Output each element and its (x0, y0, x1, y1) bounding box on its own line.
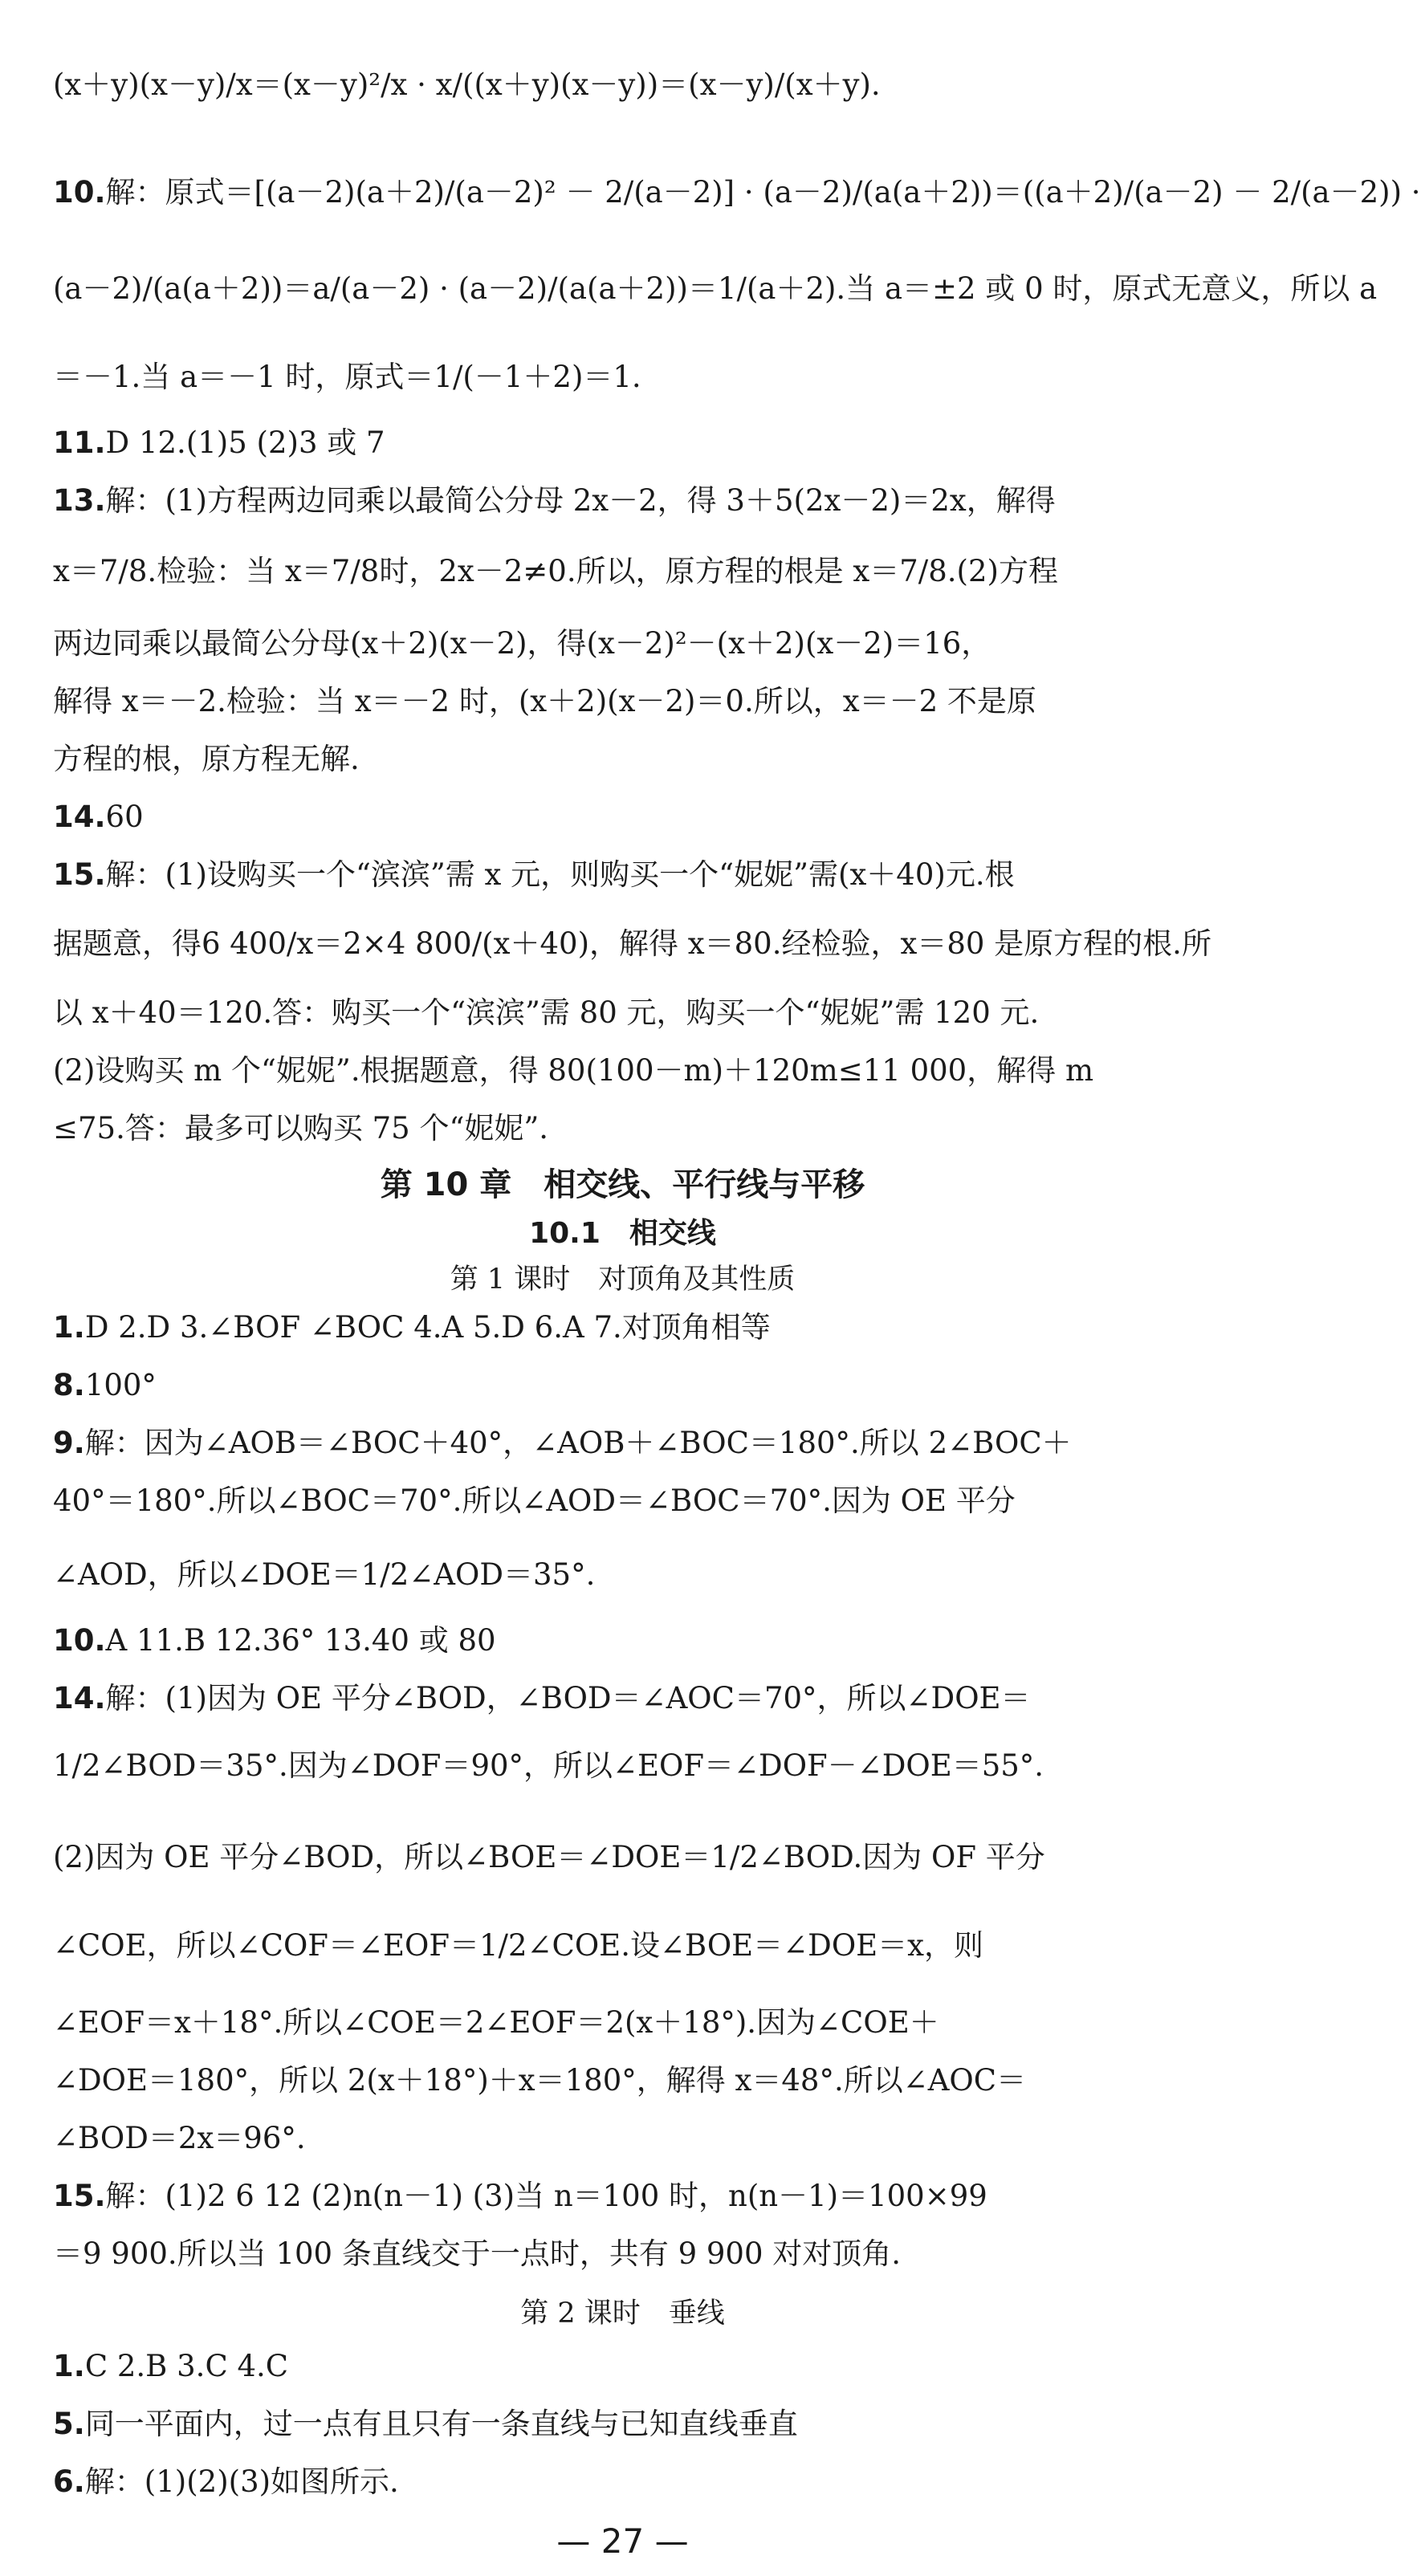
question-number: 15. (53, 2179, 106, 2213)
answer-line (53, 1109, 1113, 1148)
question-number: 5. (53, 2407, 85, 2441)
answer-text: 同一平面内，过一点有且只有一条直线与已知直线垂直 (84, 2407, 798, 2441)
chapter-heading: 第 10 章 相交线、平行线与平移 (380, 1166, 865, 1203)
answer-text: ∠AOD，所以∠DOE＝1/2∠AOD＝35°. (53, 1557, 596, 1592)
answer-line (53, 66, 1113, 104)
question-number: 13. (53, 483, 106, 518)
answer-line (53, 994, 1113, 1032)
answer-line (53, 2004, 1113, 2042)
question-number: 14. (53, 1681, 106, 1715)
answer-text: A 11.B 12.36° 13.40 或 80 (105, 1623, 496, 1658)
answer-text: 1/2∠BOD＝35°.因为∠DOF＝90°，所以∠EOF＝∠DOF－∠DOE＝55°. (53, 1748, 1044, 1783)
answer-line (53, 740, 1113, 779)
answer-line (53, 1482, 1113, 1520)
answer-text: 解：(1)2 6 12 (2)n(n－1) (3)当 n＝100 时，n(n－1)＝100×99 (105, 2179, 987, 2213)
lesson-heading-2: 第 2 课时 垂线 (520, 2297, 725, 2330)
answer-line (53, 2235, 1113, 2273)
answer-text: ∠EOF＝x＋18°.所以∠COE＝2∠EOF＝2(x＋18°).因为∠COE＋ (53, 2005, 939, 2040)
answer-line (53, 682, 1113, 721)
answer-text: (a－2)/(a(a＋2))＝a/(a－2) · (a－2)/(a(a＋2))＝1/(a＋2).当 a＝±2 或 0 时，原式无意义，所以 a (53, 271, 1378, 306)
answer-text: 以 x＋40＝120.答：购买一个“滨滨”需 80 元，购买一个“妮妮”需 120 元. (53, 995, 1040, 1030)
answer-text: 解得 x＝－2.检验：当 x＝－2 时，(x＋2)(x－2)＝0.所以，x＝－2 不是原 (53, 684, 1036, 718)
answer-line (53, 925, 1211, 963)
answer-line (53, 2347, 1113, 2386)
answer-line (53, 1622, 1113, 1660)
answer-line (53, 1366, 1113, 1405)
answer-text: ＝－1.当 a＝－1 时，原式＝1/(－1＋2)＝1. (53, 360, 641, 394)
answer-text: 100° (84, 1368, 157, 1402)
answer-line (53, 625, 1113, 663)
answer-line (53, 1679, 1113, 1718)
question-number: 15. (53, 857, 106, 892)
page-number: — 27 — (556, 2521, 689, 2561)
answer-text: C 2.B 3.C 4.C (84, 2349, 289, 2383)
answer-text: D 2.D 3.∠BOF ∠BOC 4.A 5.D 6.A 7.对顶角相等 (84, 1310, 771, 1345)
answer-line (53, 2177, 1113, 2216)
answer-text: 解：(1)设购买一个“滨滨”需 x 元，则购买一个“妮妮”需(x＋40)元.根 (105, 857, 1015, 892)
answer-text: ＝9 900.所以当 100 条直线交于一点时，共有 9 900 对对顶角. (53, 2236, 902, 2271)
answer-text: ∠DOE＝180°，所以 2(x＋18°)＋x＝180°，解得 x＝48°.所以∠AOC＝ (53, 2063, 1027, 2098)
answer-line (53, 1052, 1113, 1090)
answer-line (53, 1838, 1113, 1877)
answer-line (53, 173, 1421, 212)
answer-text: D 12.(1)5 (2)3 或 7 (105, 425, 385, 460)
answer-text: 方程的根，原方程无解. (53, 742, 360, 776)
question-number: 8. (53, 1368, 85, 1402)
answer-text: (2)设购买 m 个“妮妮”.根据题意，得 80(100－m)＋120m≤11 000，解得 m (53, 1053, 1094, 1088)
question-number: 11. (53, 425, 106, 460)
answer-text: x＝7/8.检验：当 x＝7/8时，2x－2≠0.所以，原方程的根是 x＝7/8.(2)方程 (53, 554, 1058, 588)
answer-line (53, 2463, 1113, 2501)
answer-line (53, 358, 1113, 397)
answer-text: (2)因为 OE 平分∠BOD，所以∠BOE＝∠DOE＝1/2∠BOD.因为 OF 平分 (53, 1840, 1045, 1874)
answer-line (53, 1747, 1113, 1785)
answer-line (53, 482, 1113, 520)
answer-text: ∠BOD＝2x＝96°. (53, 2121, 306, 2155)
answer-text: ∠COE，所以∠COF＝∠EOF＝1/2∠COE.设∠BOE＝∠DOE＝x，则 (53, 1928, 984, 1963)
answer-line (53, 856, 1113, 894)
question-number: 10. (53, 175, 106, 210)
answer-text: 40°＝180°.所以∠BOC＝70°.所以∠AOD＝∠BOC＝70°.因为 OE 平分 (53, 1483, 1016, 1518)
question-number: 1. (53, 2349, 85, 2383)
answer-text: 解：(1)方程两边同乘以最简公分母 2x－2，得 3＋5(2x－2)＝2x，解得 (105, 483, 1056, 518)
lesson-heading-1: 第 1 课时 对顶角及其性质 (450, 1264, 796, 1296)
answer-text: 解：原式＝[(a－2)(a＋2)/(a－2)² － 2/(a－2)] · (a－2)/(a(a＋2))＝((a＋2)/(a－2) － 2/(a－2)) · (105, 175, 1421, 210)
answer-text: ≤75.答：最多可以购买 75 个“妮妮”. (53, 1111, 549, 1146)
question-number: 10. (53, 1623, 106, 1658)
answer-text: 两边同乘以最简公分母(x＋2)(x－2)，得(x－2)²－(x＋2)(x－2)＝16， (53, 626, 991, 661)
answer-line (53, 1927, 1113, 1965)
answer-line (53, 2405, 1113, 2444)
answer-text: 解：(1)因为 OE 平分∠BOD，∠BOD＝∠AOC＝70°，所以∠DOE＝ (105, 1681, 1031, 1715)
question-number: 14. (53, 800, 106, 834)
answer-line (53, 1308, 1113, 1347)
question-number: 9. (53, 1426, 85, 1460)
question-number: 1. (53, 1310, 85, 1345)
answer-line (53, 2061, 1113, 2100)
answer-text: (x＋y)(x－y)/x＝(x－y)²/x · x/((x＋y)(x－y))＝(x－y)/(x＋y). (53, 67, 881, 102)
question-number: 6. (53, 2464, 85, 2499)
answer-line (53, 1424, 1113, 1463)
answer-line (53, 798, 1113, 836)
answer-text: 解：因为∠AOB＝∠BOC＋40°，∠AOB＋∠BOC＝180°.所以 2∠BOC＋ (84, 1426, 1072, 1460)
answer-line (53, 552, 1113, 591)
answer-text: 解：(1)(2)(3)如图所示. (84, 2464, 399, 2499)
answer-line (53, 1556, 1113, 1594)
answer-text: 据题意，得6 400/x＝2×4 800/(x＋40)，解得 x＝80.经检验，x＝80 是原方程的根.所 (53, 926, 1211, 961)
answer-text: 60 (105, 800, 144, 834)
answer-line (53, 270, 1378, 308)
answer-line (53, 2119, 1113, 2158)
section-heading: 10.1 相交线 (529, 1217, 716, 1250)
answer-line (53, 424, 1113, 462)
